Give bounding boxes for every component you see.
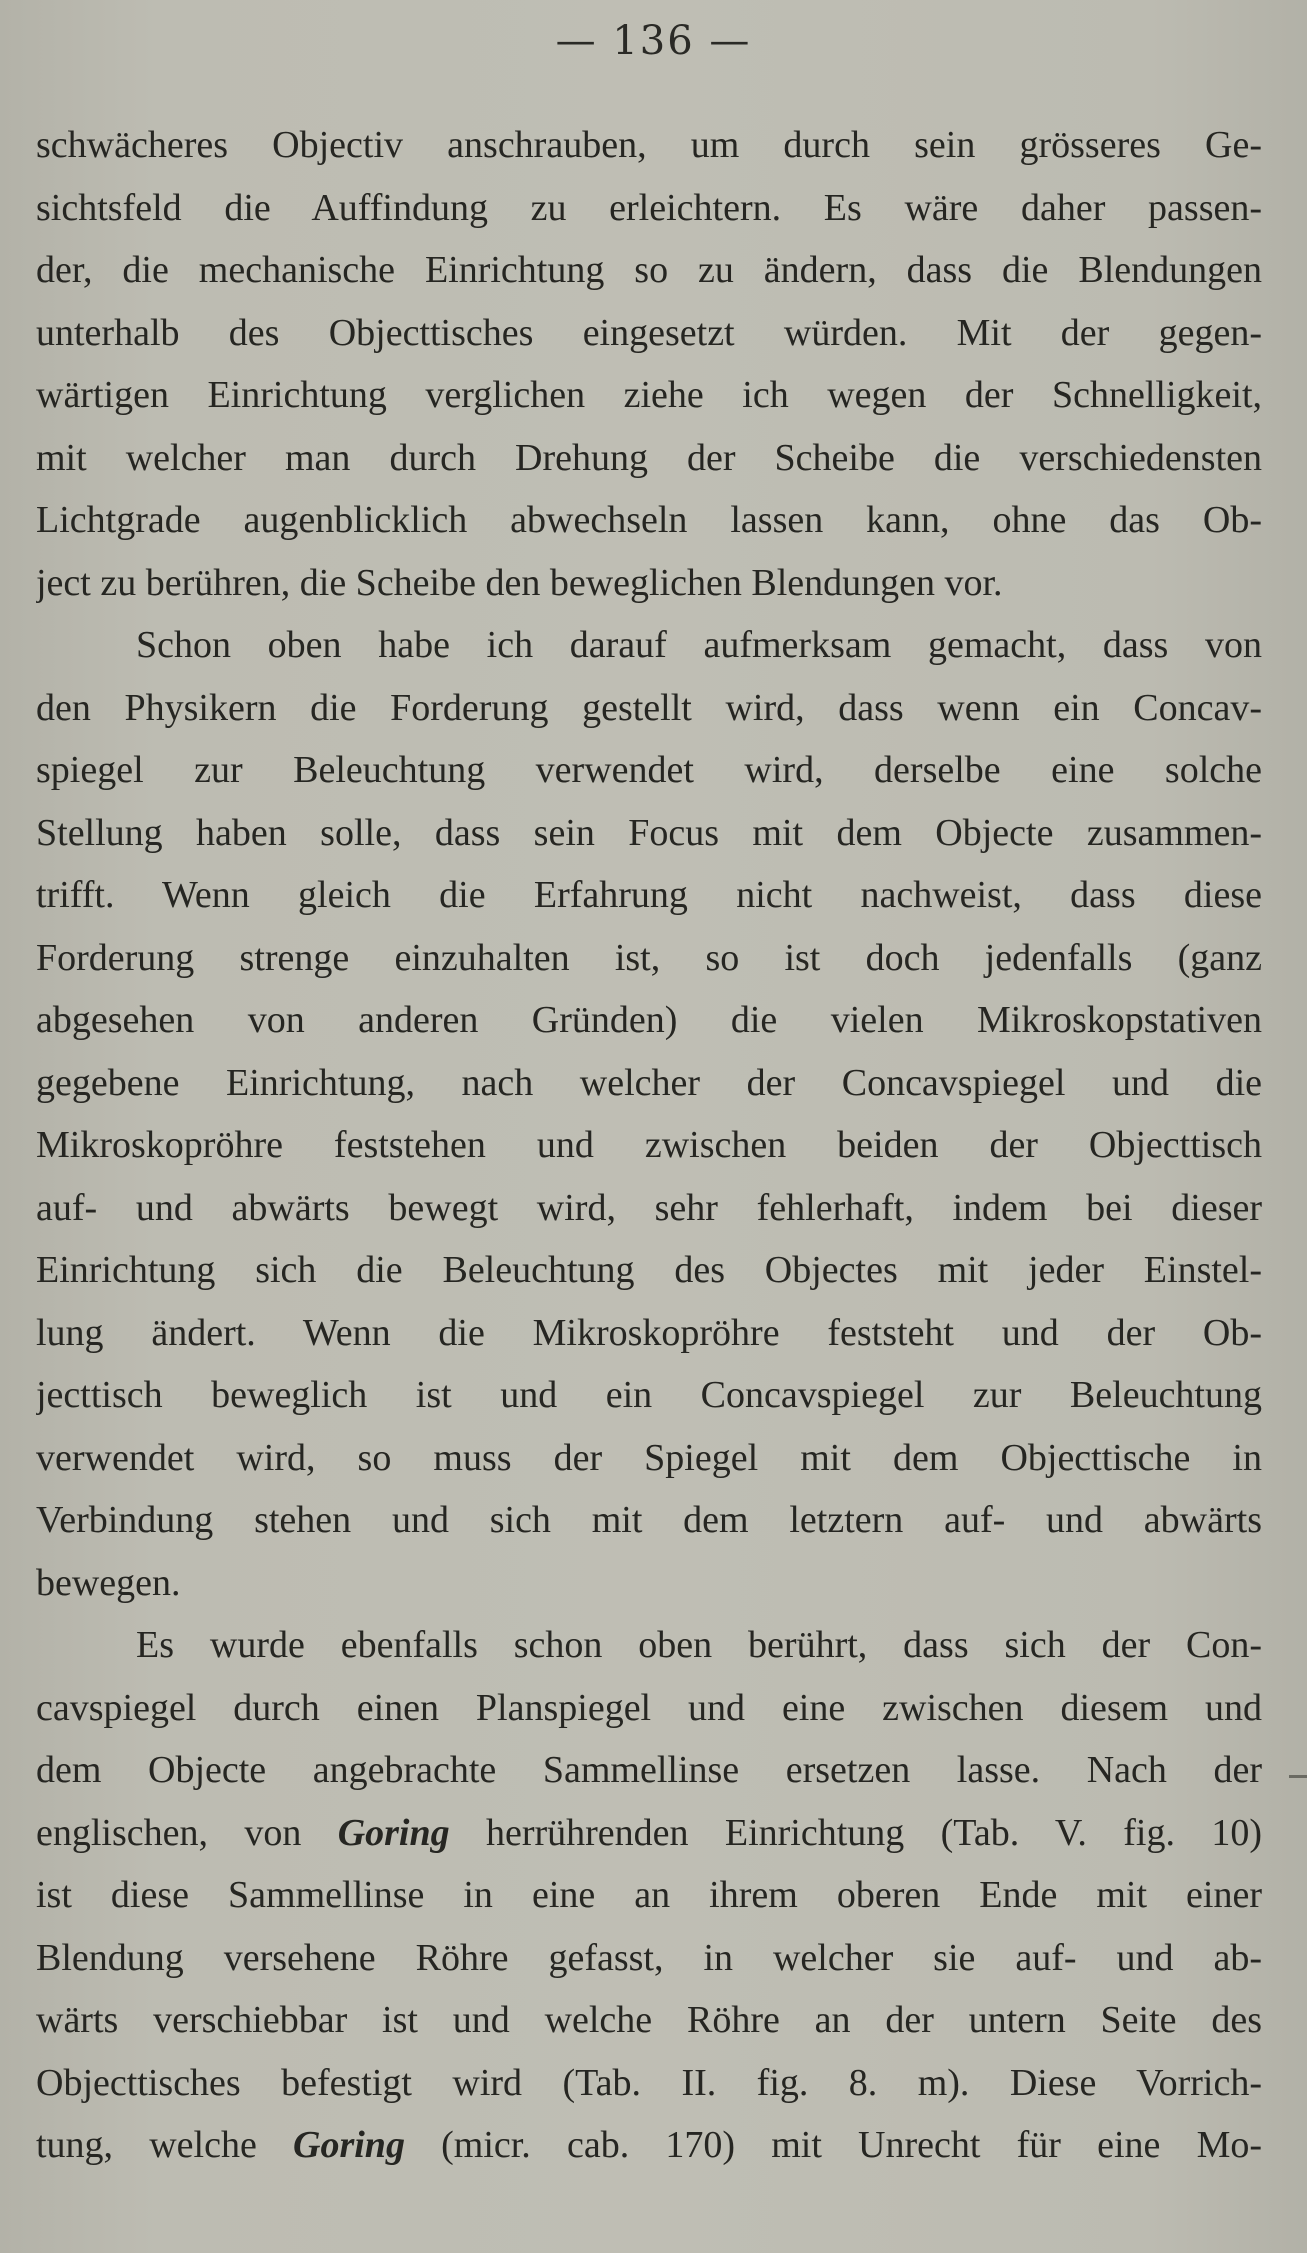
author-name: Goring <box>293 2124 405 2166</box>
text-line: Lichtgrade augenblicklich abwechseln lassen kann, ohne das Ob- <box>36 499 1262 541</box>
text-line: ist diese Sammellinse in eine an ihrem oberen Ende mit einer <box>36 1874 1262 1916</box>
text-line: der, die mechanische Einrichtung so zu ändern, dass die Blendungen <box>36 249 1262 291</box>
text-line: spiegel zur Beleuchtung verwendet wird, derselbe eine solche <box>36 749 1262 791</box>
text-line: Forderung strenge einzuhalten ist, so ist doch jedenfalls (ganz <box>36 936 1262 979</box>
text-line: gegebene Einrichtung, nach welcher der Concavspiegel und die <box>36 1061 1262 1104</box>
text-line: Stellung haben solle, dass sein Focus mit dem Objecte zusammen- <box>36 811 1262 854</box>
body-text <box>36 114 1262 2177</box>
text-line: Es wurde ebenfalls schon oben berührt, dass sich der Con- <box>136 1624 1262 1666</box>
text-line: ject zu berühren, die Scheibe den beweglichen Blendungen vor. <box>36 561 1003 604</box>
text-line: jecttisch beweglich ist und ein Concavspiegel zur Beleuchtung <box>36 1374 1262 1416</box>
text-line: verwendet wird, so muss der Spiegel mit dem Objecttische in <box>36 1436 1262 1479</box>
text-line: Objecttisches befestigt wird (Tab. II. fig. 8. m). Diese Vorrich- <box>36 2061 1262 2104</box>
text-line: Blendung versehene Röhre gefasst, in welcher sie auf- und ab- <box>36 1936 1262 1979</box>
text-line <box>36 1802 1262 1865</box>
text-line <box>36 2114 1262 2177</box>
text-line: wärtigen Einrichtung verglichen ziehe ich wegen der Schnelligkeit, <box>36 374 1262 416</box>
text-line: unterhalb des Objecttisches eingesetzt würden. Mit der gegen- <box>36 311 1262 354</box>
text-line: auf- und abwärts bewegt wird, sehr fehlerhaft, indem bei dieser <box>36 1186 1262 1229</box>
author-name: Goring <box>337 1811 450 1854</box>
text-line: bewegen. <box>36 1561 181 1604</box>
text-line: den Physikern die Forderung gestellt wird, dass wenn ein Concav- <box>36 686 1262 729</box>
text-segment: tung, welche <box>36 2124 294 2166</box>
text-line: trifft. Wenn gleich die Erfahrung nicht nachweist, dass diese <box>36 874 1262 916</box>
text-line: cavspiegel durch einen Planspiegel und eine zwischen diesem und <box>36 1686 1262 1729</box>
text-segment: herrührenden Einrichtung (Tab. V. fig. 10) <box>449 1811 1262 1854</box>
text-line: Schon oben habe ich darauf aufmerksam gemacht, dass von <box>136 624 1262 666</box>
text-line: Einrichtung sich die Beleuchtung des Objectes mit jeder Einstel- <box>36 1249 1262 1291</box>
text-line: abgesehen von anderen Gründen) die vielen Mikroskopstativen <box>36 999 1262 1041</box>
text-line: lung ändert. Wenn die Mikroskopröhre feststeht und der Ob- <box>36 1311 1262 1354</box>
text-segment: englischen, von <box>36 1811 338 1854</box>
text-line: Mikroskopröhre feststehen und zwischen beiden der Objecttisch <box>36 1124 1262 1166</box>
text-line: mit welcher man durch Drehung der Scheibe die verschiedensten <box>36 436 1262 479</box>
page-edge-mark <box>1289 1775 1307 1778</box>
text-line: wärts verschiebbar ist und welche Röhre an der untern Seite des <box>36 1999 1262 2041</box>
text-line: Verbindung stehen und sich mit dem letztern auf- und abwärts <box>36 1499 1262 1541</box>
page-number: — 136 — <box>555 18 752 64</box>
text-line: sichtsfeld die Auffindung zu erleichtern. Es wäre daher passen- <box>36 186 1262 229</box>
text-line: schwächeres Objectiv anschrauben, um durch sein grösseres Ge- <box>36 124 1262 166</box>
text-line: dem Objecte angebrachte Sammellinse ersetzen lasse. Nach der <box>36 1749 1262 1791</box>
text-segment: (micr. cab. 170) mit Unrecht für eine Mo- <box>404 2124 1262 2166</box>
